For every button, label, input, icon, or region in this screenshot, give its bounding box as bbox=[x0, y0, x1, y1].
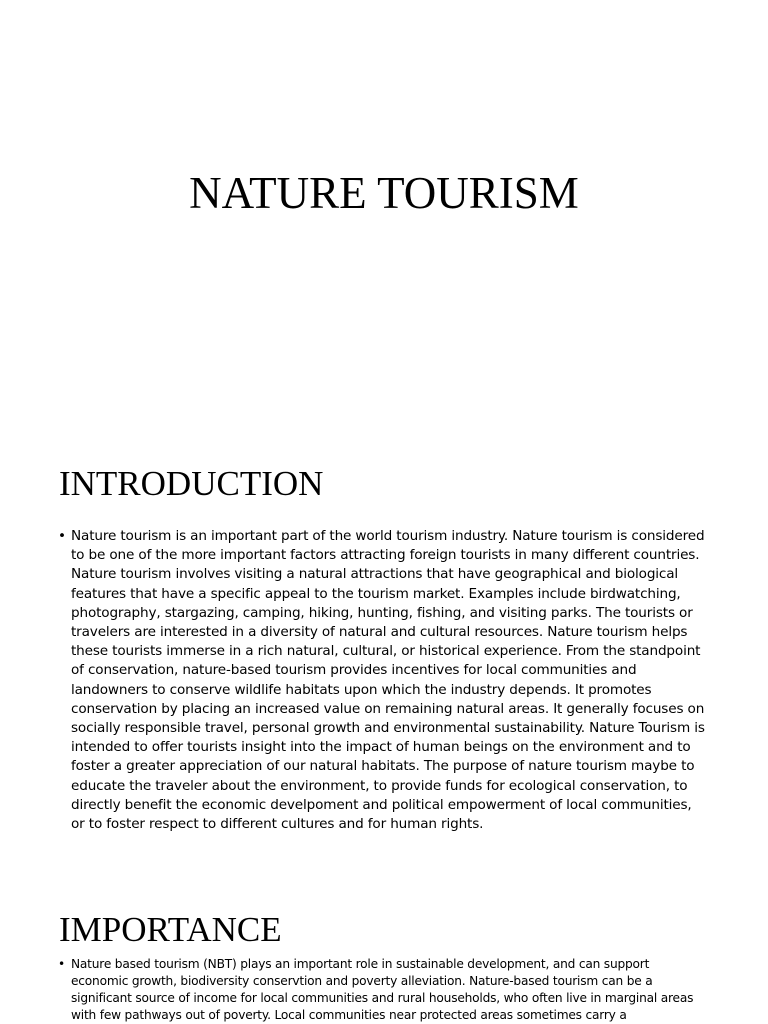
introduction-bullet-list bbox=[58, 527, 708, 834]
importance-slide bbox=[0, 864, 768, 1024]
introduction-paragraph: Nature tourism is an important part of the world tourism industry. Nature tourism is considered to be one of the more important factors attracting foreign tourists in many different countries. Nature tourism involves visiting a natural attractions that have geographical and biological features that have a specific appeal to the tourism market. Examples include birdwatching, photography, stargazing, camping, hiking, hunting, fishing, and visiting parks. The tourists or travelers are interested in a diversity of natural and cultural resources. Nature tourism helps these tourists immerse in a rich natural, cultural, or historical experience. From the standpoint of conservation, nature-based tourism provides incentives for local communities and landowners to conserve wildlife habitats upon which the industry depends. It promotes conservation by placing an increased value on remaining natural areas. It generally focuses on socially responsible travel, personal growth and environmental sustainability. Nature Tourism is intended to offer tourists insight into the impact of human beings on the environment and to foster a greater appreciation of our natural habitats. The purpose of nature tourism maybe to educate the traveler about the environment, to provide funds for ecological conservation, to directly benefit the economic develpoment and political empowerment of local communities, or to foster respect to different cultures and for human rights. bbox=[71, 528, 705, 833]
bullet-icon: • bbox=[58, 957, 65, 971]
presentation-title: NATURE TOURISM bbox=[189, 168, 579, 218]
bullet-icon: • bbox=[58, 528, 66, 544]
list-item bbox=[58, 956, 700, 1024]
introduction-heading: INTRODUCTION bbox=[59, 464, 324, 503]
introduction-slide bbox=[0, 432, 768, 864]
importance-bullet-list bbox=[58, 956, 700, 1024]
importance-heading: IMPORTANCE bbox=[59, 910, 282, 949]
list-item bbox=[58, 527, 708, 834]
title-slide bbox=[0, 0, 768, 432]
importance-paragraph: Nature based tourism (NBT) plays an important role in sustainable development, and can support economic growth, biodiversity conservtion and poverty alleviation. Nature-based tourism can be a significant source of income for local communities and rural households, who often live in marginal areas with few pathways out of poverty. Local communities near protected areas sometimes carry a bbox=[71, 957, 694, 1022]
